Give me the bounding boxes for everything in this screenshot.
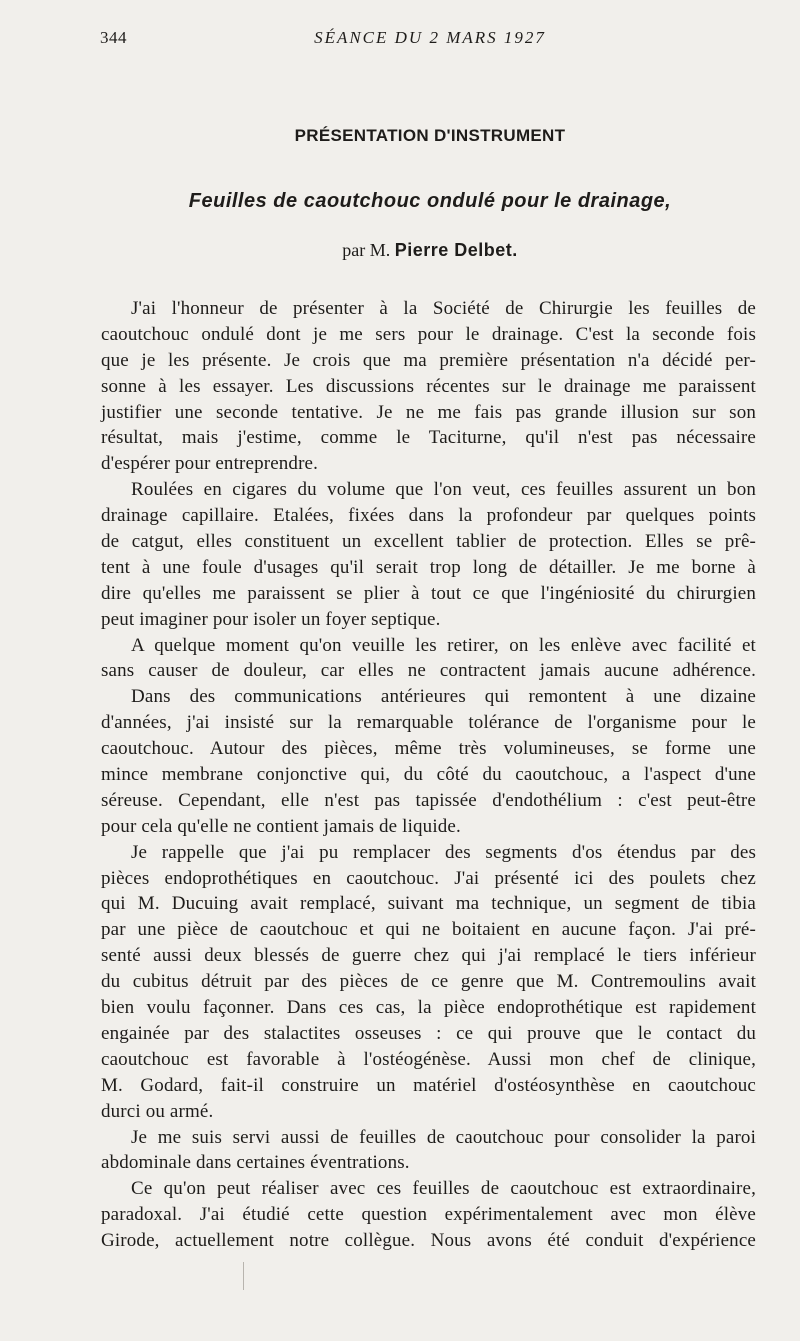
running-head: [100, 28, 760, 56]
text-line: justifier une seconde tentative. Je ne me fais pas grande illusion sur son: [101, 401, 756, 423]
text-line: dire qu'elles me paraissent se plier à tout ce que l'ingéniosité du chirurgien: [101, 582, 756, 604]
text-line: pièces endoprothétiques en caoutchouc. J'ai présenté ici des poulets chez: [101, 867, 756, 889]
text-line: Je rappelle que j'ai pu remplacer des segments d'os étendus par des: [131, 841, 756, 863]
article-title: Feuilles de caoutchouc ondulé pour le drainage,: [188, 190, 672, 212]
margin-mark: [243, 1262, 244, 1290]
text-line: tent à une foule d'usages qu'il serait trop long de détailler. Je me borne à: [101, 556, 756, 578]
text-line: que je les présente. Je crois que ma première présentation n'a décidé per-: [101, 349, 756, 371]
running-head-title: SÉANCE DU 2 MARS 1927: [314, 28, 546, 47]
text-line: caoutchouc est favorable à l'ostéogénèse. Aussi mon chef de clinique,: [101, 1048, 756, 1070]
text-line: résultat, mais j'estime, comme le Taciturne, qu'il n'est pas nécessaire: [101, 427, 756, 449]
text-line: d'années, j'ai insisté sur la remarquable tolérance de l'organisme pour le: [101, 712, 756, 734]
text-line: caoutchouc ondulé dont je me sers pour le drainage. C'est la seconde fois: [101, 323, 756, 345]
text-line: sonne à les essayer. Les discussions récentes sur le drainage me paraissent: [101, 375, 756, 397]
text-line: drainage capillaire. Etalées, fixées dans la profondeur par quelques points: [101, 505, 756, 527]
text-line: du cubitus détruit par des pièces de ce genre que M. Contremoulins avait: [101, 971, 756, 993]
byline-author: Pierre Delbet.: [394, 240, 518, 260]
text-line: J'ai l'honneur de présenter à la Société de Chirurgie les feuilles de: [131, 298, 756, 319]
text-line: de catgut, elles constituent un excellent tablier de protection. Elles se prê-: [101, 531, 756, 553]
text-line: paradoxal. J'ai étudié cette question expérimentalement avec mon élève: [101, 1204, 756, 1226]
text-line: Roulées en cigares du volume que l'on veut, ces feuilles assurent un bon: [131, 479, 756, 501]
byline-prefix: par M.: [342, 240, 395, 260]
text-line: par une pièce de caoutchouc et qui ne boitaient en aucune façon. J'ai pré-: [101, 919, 756, 941]
text-line: qui M. Ducuing avait remplacé, suivant ma technique, un segment de tibia: [101, 893, 756, 915]
body-text: [101, 296, 756, 1254]
text-line: durci ou armé.: [101, 1100, 214, 1122]
text-line: engainée par des stalactites osseuses : ce qui prouve que le contact du: [101, 1022, 756, 1044]
text-line: caoutchouc. Autour des pièces, même très volumineuses, se forme une: [101, 738, 756, 760]
text-line: Je me suis servi aussi de feuilles de caoutchouc pour consolider la paroi: [131, 1126, 756, 1148]
text-line: Ce qu'on peut réaliser avec ces feuilles de caoutchouc est extraordinaire,: [131, 1178, 756, 1200]
text-line: A quelque moment qu'on veuille les retirer, on les enlève avec facilité et: [131, 634, 756, 656]
text-line: M. Godard, fait-il construire un matériel d'ostéosynthèse en caoutchouc: [101, 1074, 756, 1096]
section-title: PRÉSENTATION D'INSTRUMENT: [294, 126, 566, 145]
text-line: bien voulu façonner. Dans ces cas, la pièce endoprothétique est rapidement: [101, 997, 756, 1019]
text-line: d'espérer pour entreprendre.: [101, 453, 319, 475]
text-line: senté aussi deux blessés de guerre chez qui j'ai remplacé le tiers inférieur: [101, 945, 756, 967]
text-line: Girode, actuellement notre collègue. Nous avons été conduit d'expérience: [101, 1230, 756, 1252]
text-line: Dans des communications antérieures qui remontent à une dizaine: [131, 686, 756, 708]
byline: [0, 240, 800, 261]
text-line: sans causer de douleur, car elles ne contractent jamais aucune adhérence.: [101, 660, 756, 682]
text-line: mince membrane conjonctive qui, du côté du caoutchouc, a l'aspect d'une: [101, 764, 756, 786]
text-line: séreuse. Cependant, elle n'est pas tapissée d'endothélium : c'est peut-être: [101, 789, 756, 811]
text-line: peut imaginer pour isoler un foyer septique.: [101, 608, 441, 630]
text-line: pour cela qu'elle ne contient jamais de liquide.: [101, 815, 461, 837]
page-number: 344: [100, 28, 127, 47]
text-line: abdominale dans certaines éventrations.: [101, 1152, 410, 1174]
